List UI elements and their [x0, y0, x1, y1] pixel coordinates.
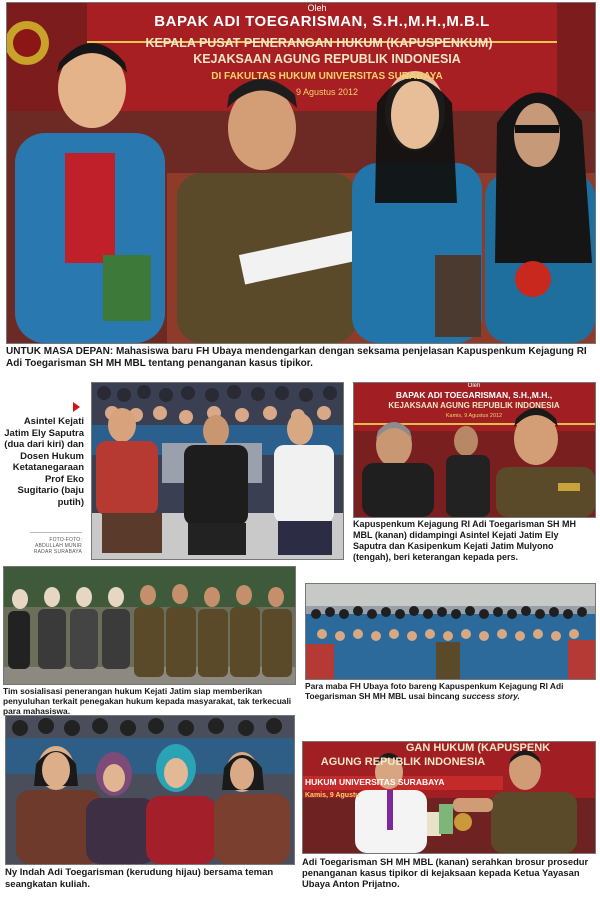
- photo-team-caption: Tim sosialisasi penerangan hukum Kejati Jatim siap memberikan penyuluhan terkait penegakan hukum kepada masyarakat, tak terkecuali para mahasiswa.: [3, 686, 292, 716]
- photo-team: [3, 566, 296, 685]
- handover-banner-date: Kamis, 9 Agustu: [305, 792, 360, 799]
- banner-oleh: Oleh: [307, 3, 327, 13]
- photo-group-caption: [305, 681, 594, 701]
- credit-line-1: FOTO-FOTO:: [49, 537, 82, 543]
- banner-line-3: KEJAKSAAN AGUNG REPUBLIK INDONESIA: [193, 52, 461, 66]
- photo-audience-image: [92, 383, 343, 559]
- press-banner-line-2: KEJAKSAAN AGUNG REPUBLIK INDONESIA: [388, 401, 560, 410]
- credit-line-3: RADAR SURABAYA: [33, 549, 82, 555]
- caption-body: Mahasiswa baru FH Ubaya mendengarkan dengan seksama penjelasan Kapuspenkum Kejagung RI Adi Toegarisman SH MH MBL tentang penanganan kasus tipikor.: [6, 346, 587, 369]
- photo-handover: [302, 741, 596, 854]
- press-banner-oleh: Oleh: [467, 383, 481, 389]
- photo-credit: [24, 537, 82, 555]
- photo-group-image: [306, 584, 595, 679]
- photo-handover-caption: Adi Toegarisman SH MH MBL (kanan) serahkan brosur prosedur penanganan kasus tipikor di kejaksaan kepada Ketua Yayasan Ubaya Anton Prijatno.: [302, 856, 589, 890]
- banner-date: 9 Agustus 2012: [295, 87, 359, 97]
- credit-divider: [30, 532, 82, 533]
- photo-press: [353, 382, 596, 518]
- photo-audience-side-caption: Asintel Kejati Jatim Ely Saputra (dua dari kiri) dan Dosen Hukum Ketatanegaraan Prof Eko Sugitario (baju putih): [4, 416, 84, 508]
- banner-line-2: KEPALA PUSAT PENERANGAN HUKUM (KAPUSPENKUM): [145, 36, 493, 50]
- photo-audience: [91, 382, 344, 560]
- press-banner-date: Kamis, 9 Agustus 2012: [445, 413, 503, 419]
- banner-name: BAPAK ADI TOEGARISMAN, S.H.,M.H.,M.B.L: [154, 13, 490, 30]
- photo-main-discussion: [6, 2, 596, 344]
- red-arrow-icon: [73, 402, 80, 412]
- credit-line-2: ABDULLAH MUNIR: [35, 543, 82, 549]
- group-caption-text: Para maba FH Ubaya foto bareng Kapuspenkum Kejagung RI Adi Toegarisman SH MH MBL usai bincang: [305, 681, 564, 701]
- photo-team-image: [4, 567, 295, 684]
- handover-banner-line-3: HUKUM UNIVERSITAS SURABAYA: [305, 777, 445, 787]
- photo-women-image: [6, 716, 294, 864]
- photo-press-caption: Kapuspenkum Kejagung RI Adi Toegarisman SH MH MBL (kanan) didampingi Asintel Kejati Jatim Ely Saputra dan Kasipenkum Kejati Jatim Mulyono (tengah), beri keterangan kepada pers.: [353, 519, 577, 562]
- handover-banner-line-2: AGUNG REPUBLIK INDONESIA: [320, 756, 486, 768]
- press-banner-name: BAPAK ADI TOEGARISMAN, S.H.,M.H.,: [395, 390, 553, 400]
- photo-group: [305, 583, 596, 680]
- photo-main-caption: [6, 346, 594, 370]
- banner-line-4: DI FAKULTAS HUKUM UNIVERSITAS SURABAYA: [211, 71, 443, 82]
- group-caption-italic: success story.: [461, 691, 520, 701]
- photo-women-caption: Ny Indah Adi Toegarisman (kerudung hijau) bersama teman seangkatan kuliah.: [5, 867, 274, 890]
- photo-women: [5, 715, 295, 865]
- caption-lead: UNTUK MASA DEPAN:: [6, 346, 114, 357]
- handover-banner-line-1: GAN HUKUM (KAPUSPENK: [405, 742, 551, 754]
